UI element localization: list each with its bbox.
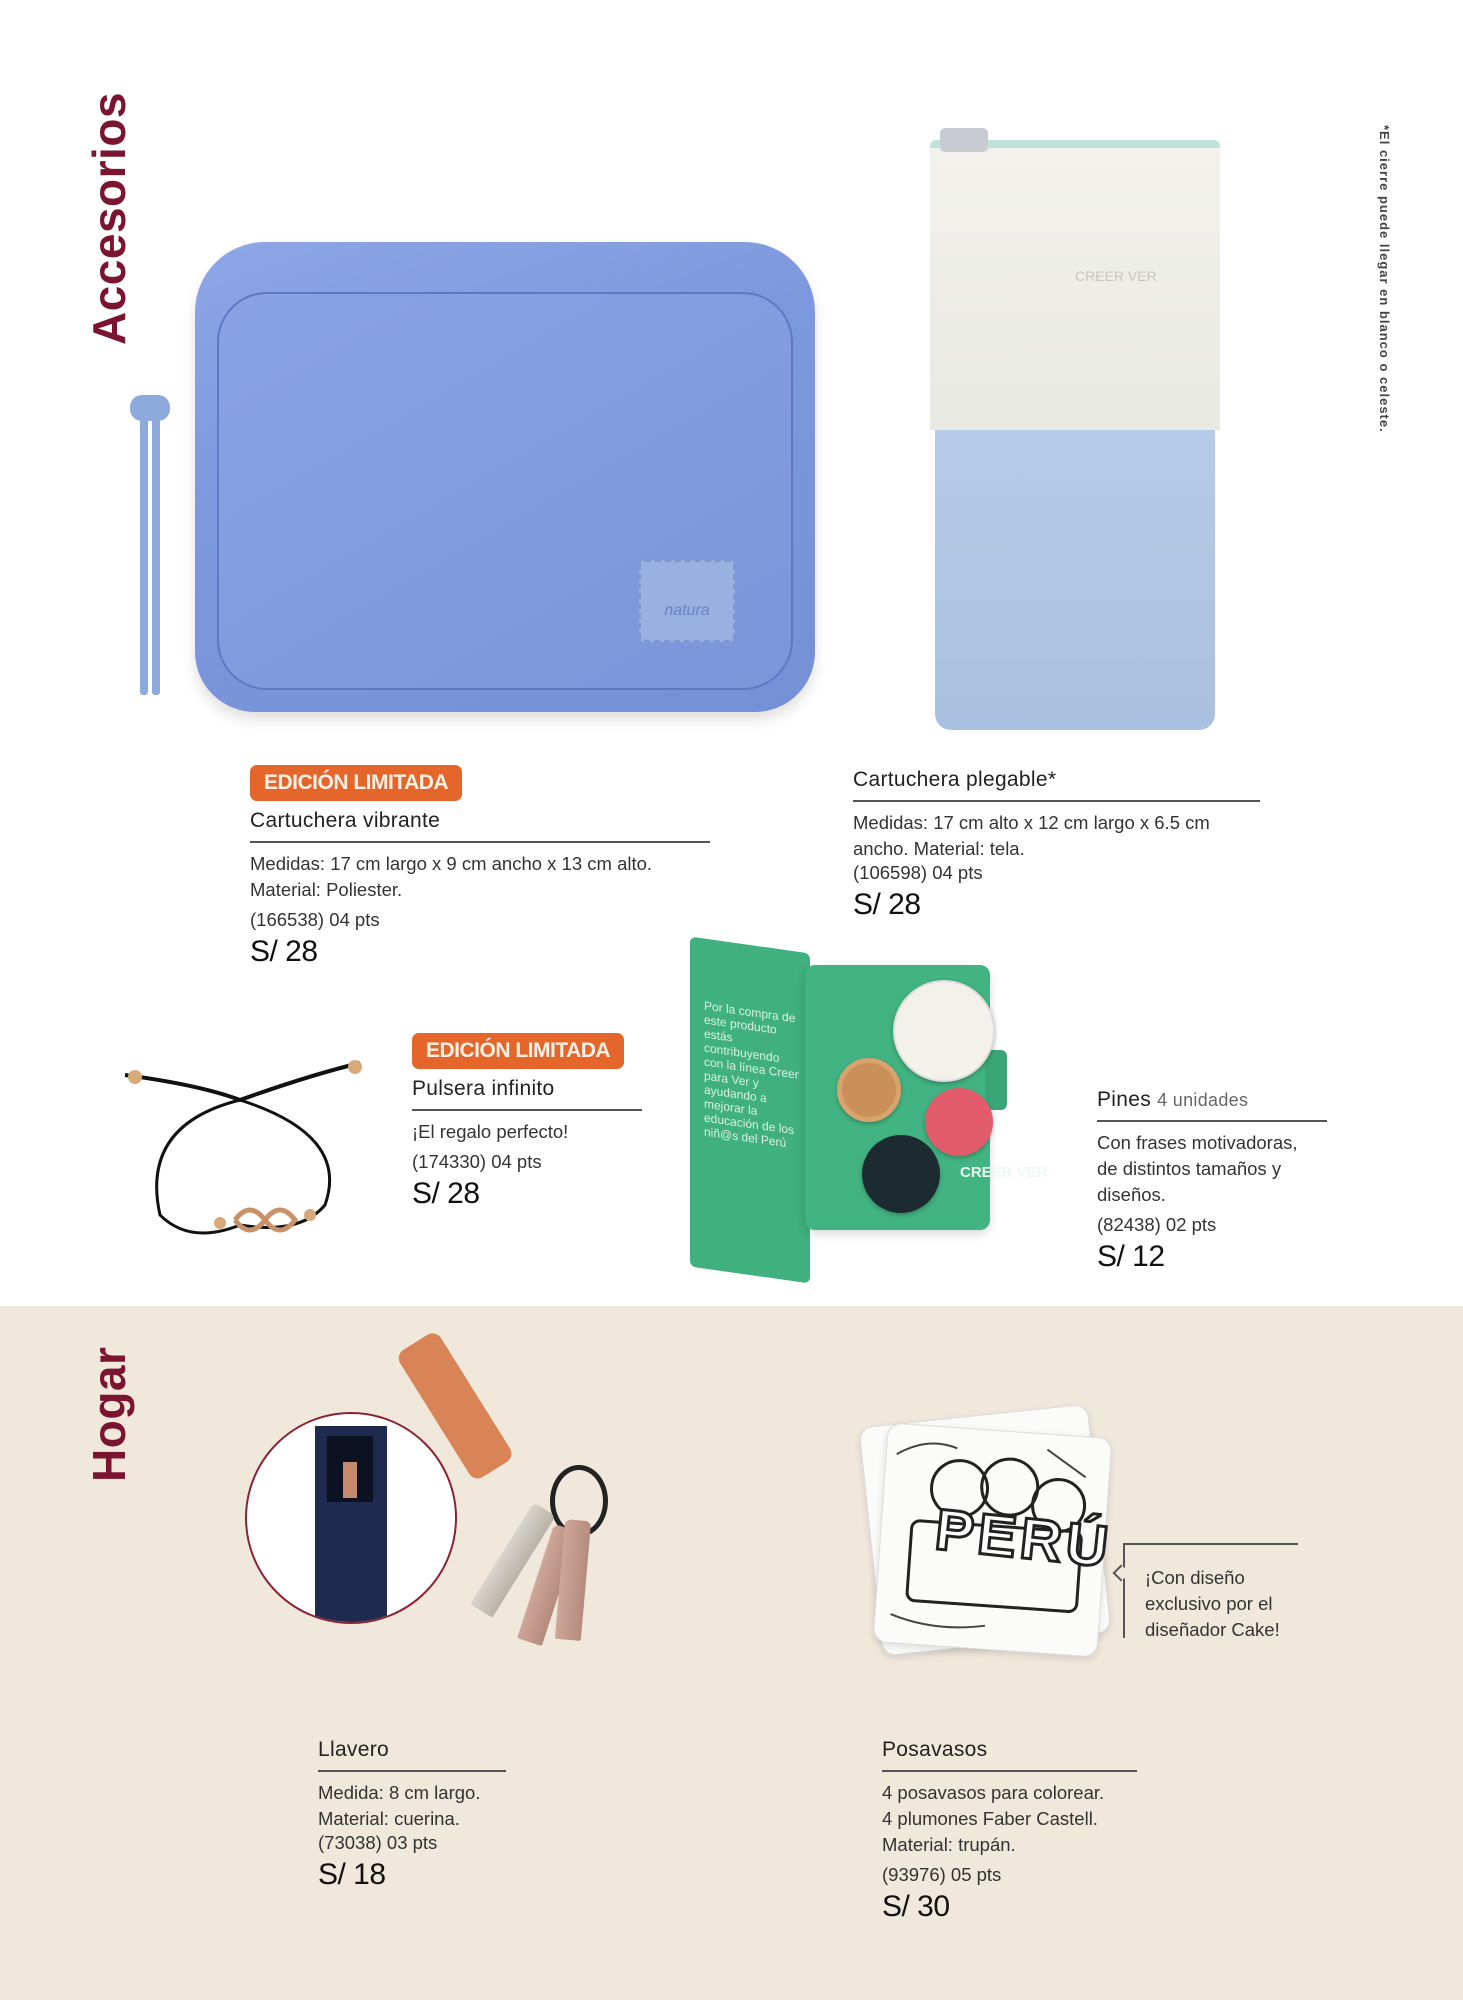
product-cartuchera-vibrante: [250, 765, 710, 969]
desc-line: Medidas: 17 cm alto x 12 cm largo x 6.5 cm: [853, 812, 1210, 833]
product-code: (73038) 03 pts: [318, 1832, 438, 1853]
limited-edition-badge: EDICIÓN LIMITADA: [412, 1033, 624, 1069]
pin-tree-icon: [893, 980, 995, 1082]
product-price: S/ 18: [318, 1858, 386, 1891]
product-pulsera-infinito: [412, 1033, 642, 1211]
pins-card-cover: Por la compra de este producto estás contribuyendo con la línea Creer para Ver y ayudando a mejorar la educación de los niñ@s del Perú: [690, 937, 810, 1284]
product-price: S/ 12: [1097, 1240, 1165, 1273]
section-title-accesorios: Accesorios: [83, 91, 135, 345]
section-title-hogar: Hogar: [83, 1346, 135, 1482]
desc-line: Material: Poliester.: [250, 879, 403, 900]
desc-line: ancho. Material: tela.: [853, 838, 1025, 859]
pin-dark-icon: [862, 1135, 940, 1213]
desc-line: Medida: 8 cm largo.: [318, 1782, 481, 1803]
product-cartuchera-plegable: [853, 760, 1260, 922]
natura-logo-patch: natura: [639, 560, 735, 642]
bracelet-icon: [110, 1045, 370, 1250]
product-description: [250, 851, 710, 903]
product-price: S/ 28: [412, 1177, 480, 1210]
product-description: [882, 1780, 1137, 1858]
peru-coaster-text: PERÚ: [932, 1496, 1116, 1581]
product-name-text: Pines: [1097, 1088, 1152, 1111]
product-name: Llavero: [318, 1738, 506, 1772]
creer-ver-logo: CREER VER: [1075, 268, 1157, 284]
desc-line: de distintos tamaños y: [1097, 1158, 1282, 1179]
product-code: (174330) 04 pts: [412, 1151, 542, 1172]
pin-pink-icon: [925, 1088, 993, 1156]
product-name: Cartuchera plegable*: [853, 768, 1260, 802]
product-name: [1097, 1088, 1327, 1122]
pencil-case-bottom: [935, 430, 1215, 730]
product-llavero: [318, 1730, 506, 1892]
product-quantity: 4 unidades: [1157, 1090, 1249, 1110]
designer-callout: ¡Con diseño exclusivo por el diseñador Cake!: [1123, 1543, 1298, 1638]
limited-edition-badge: EDICIÓN LIMITADA: [250, 765, 462, 801]
desc-line: Con frases motivadoras,: [1097, 1132, 1298, 1153]
product-description: [1097, 1130, 1327, 1208]
product-name: Posavasos: [882, 1738, 1137, 1772]
zipper-color-note: *El cierre puede llegar en blanco o celeste.: [1377, 125, 1392, 433]
product-description: [853, 810, 1260, 862]
product-name: Pulsera infinito: [412, 1077, 642, 1111]
desc-line: Medidas: 17 cm largo x 9 cm ancho x 13 cm alto.: [250, 853, 653, 874]
pencil-case-top: [930, 140, 1220, 430]
pin-orange-icon: [837, 1058, 901, 1122]
product-price: S/ 28: [250, 935, 318, 968]
product-pines: [1097, 1080, 1327, 1274]
keychain-box: [315, 1426, 387, 1624]
pouch-body: [195, 242, 815, 712]
desc-line: diseños.: [1097, 1184, 1166, 1205]
product-posavasos: [882, 1730, 1137, 1924]
product-code: (82438) 02 pts: [1097, 1214, 1217, 1235]
desc-line: Material: cuerina.: [318, 1808, 460, 1829]
pulsera-infinito-image: [110, 1045, 370, 1250]
desc-line: 4 posavasos para colorear.: [882, 1782, 1105, 1803]
pins-card-tab: [985, 1050, 1007, 1110]
zipper-tassel-icon: [140, 395, 170, 715]
keychain-box-inset: [245, 1412, 457, 1624]
product-price: S/ 30: [882, 1890, 950, 1923]
creer-ver-brand: CREER VER: [960, 1164, 1048, 1181]
desc-line: Material: trupán.: [882, 1834, 1016, 1855]
product-description: [318, 1780, 506, 1832]
product-code: (93976) 05 pts: [882, 1864, 1002, 1885]
product-code: (166538) 04 pts: [250, 909, 380, 930]
product-price: S/ 28: [853, 888, 921, 921]
product-name: Cartuchera vibrante: [250, 809, 710, 843]
hogar-section: [0, 1306, 1463, 2000]
zipper-pull-icon: [940, 128, 988, 152]
desc-line: 4 plumones Faber Castell.: [882, 1808, 1098, 1829]
product-description: ¡El regalo perfecto!: [412, 1121, 569, 1142]
product-code: (106598) 04 pts: [853, 862, 983, 883]
